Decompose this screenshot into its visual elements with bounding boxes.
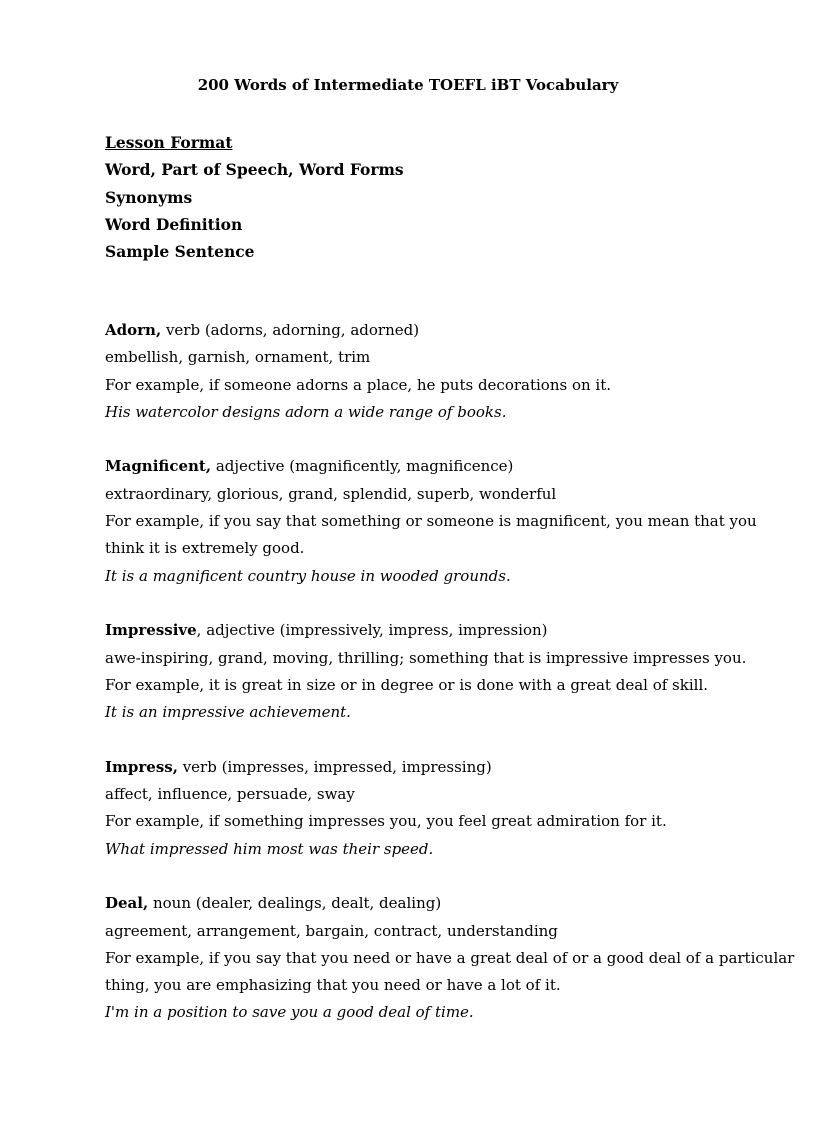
- entry-pos-forms: adjective (magnificently, magnificence): [211, 457, 514, 476]
- entry-word: Impress,: [105, 757, 178, 776]
- entry-definition: For example, if someone adorns a place, he puts decorations on it.: [105, 375, 612, 394]
- entry-example: I'm in a position to save you a good deal of time.: [105, 1003, 474, 1022]
- entry-synonyms: affect, influence, persuade, sway: [105, 785, 355, 804]
- lesson-format-heading: Lesson Format: [105, 133, 233, 152]
- entry-synonyms: extraordinary, glorious, grand, splendid, superb, wonderful: [105, 484, 557, 503]
- entry-header: [105, 317, 745, 344]
- vocab-entry-magnificent: [105, 453, 757, 589]
- entry-word: Impressive: [105, 621, 197, 640]
- entry-definition: For example, it is great in size or in degree or is done with a great deal of skill.: [105, 675, 709, 694]
- entry-definition: thing, you are emphasizing that you need or have a lot of it.: [105, 976, 561, 995]
- entry-header: [105, 890, 745, 917]
- entry-word: Magnificent,: [105, 457, 212, 476]
- entry-synonyms: agreement, arrangement, bargain, contract, understanding: [105, 921, 558, 940]
- entry-header: [105, 754, 745, 781]
- entry-header: [105, 617, 745, 644]
- vocab-entry-deal: [105, 890, 795, 1026]
- entry-definition: For example, if you say that you need or have a great deal of or a good deal of a particular: [105, 948, 795, 967]
- lesson-format-item: Word Definition: [105, 214, 243, 234]
- vocabulary-entries: [105, 317, 795, 1054]
- entry-definition: For example, if something impresses you, you feel great admiration for it.: [105, 812, 667, 831]
- entry-word: Adorn,: [105, 321, 162, 339]
- entry-definition: For example, if you say that something or someone is magnificent, you mean that you: [105, 512, 757, 531]
- lesson-format-item: Sample Sentence: [105, 242, 255, 262]
- entry-word: Deal,: [105, 894, 149, 913]
- entry-pos-forms: noun (dealer, dealings, dealt, dealing): [148, 894, 442, 913]
- lesson-format-item: Word, Part of Speech, Word Forms: [105, 160, 404, 180]
- entry-pos-forms: , adjective (impressively, impress, impression): [196, 621, 548, 640]
- entry-pos-forms: verb (impresses, impressed, impressing): [177, 757, 492, 776]
- lesson-format-section: [105, 129, 404, 265]
- vocab-entry-impress: [105, 754, 745, 863]
- vocab-entry-impressive: [105, 617, 745, 726]
- entry-example: It is an impressive achievement.: [105, 703, 351, 722]
- entry-example: What impressed him most was their speed.: [105, 839, 434, 858]
- entry-example: It is a magnificent country house in wooded grounds.: [105, 566, 511, 585]
- entry-synonyms: embellish, garnish, ornament, trim: [105, 348, 371, 367]
- entry-header: [105, 453, 745, 480]
- entry-synonyms: awe-inspiring, grand, moving, thrilling; something that is impressive impresses you.: [105, 648, 747, 667]
- entry-example: His watercolor designs adorn a wide range of books.: [105, 402, 507, 421]
- entry-definition: think it is extremely good.: [105, 539, 305, 558]
- document-title: 200 Words of Intermediate TOEFL iBT Vocabulary: [197, 76, 619, 94]
- vocab-entry-adorn: [105, 317, 745, 426]
- entry-pos-forms: verb (adorns, adorning, adorned): [161, 321, 420, 339]
- lesson-format-item: Synonyms: [105, 187, 193, 207]
